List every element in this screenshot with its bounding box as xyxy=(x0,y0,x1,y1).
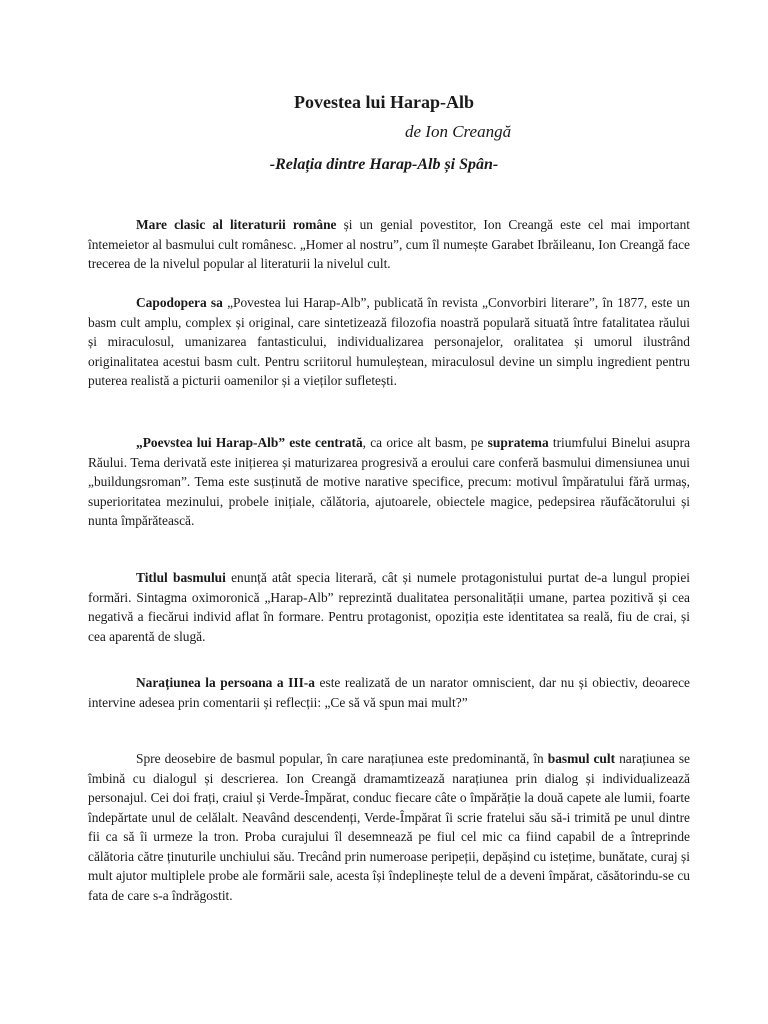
paragraph-plot xyxy=(88,749,690,905)
paragraph-text: „Povestea lui Harap-Alb”, publicată în revista „Convorbiri literare”, în 1877, este un basm cult amplu, complex și original, care sintetizează filozofia noastră populară situată între fatalitatea răului și miraculosul, umanizarea fantasticului, individualizarea personajelor, oralitatea și umorul ilustrând originalitatea acestui basm cult. Pentru scriitorul humuleștean, miraculosul devine un simplu ingredient pentru puterea realistă a picturii oamenilor și a vieților sufletești. xyxy=(88,295,690,388)
paragraph-theme xyxy=(88,433,690,531)
paragraph-bold-term: basmul cult xyxy=(547,751,616,766)
document-title: Povestea lui Harap-Alb xyxy=(294,92,474,112)
paragraph-narration xyxy=(88,673,690,712)
paragraph-lead: Capodopera sa xyxy=(136,295,223,310)
paragraph-text-continued: triumfului Binelui asupra Răului. Tema derivată este inițierea și maturizarea progresivă a eroului care conferă basmului dimensiunea unui „buildungsroman”. Tema este susținută de motive narative specifice, precum: motivul împăratului fără urmaș, superioritatea mezinului, probele inițiale, călătoria, ajutoarele, obiectele magice, pedepsirea răufăcătorului și nunta împărătească. xyxy=(88,435,691,528)
paragraph-title-analysis xyxy=(88,568,690,646)
document-subtitle: -Relația dintre Harap-Alb și Spân- xyxy=(269,156,499,173)
paragraph-bold-term: supratema xyxy=(487,435,549,450)
paragraph-text: Spre deosebire de basmul popular, în care narațiunea este predominantă, în xyxy=(136,751,548,766)
paragraph-text: și un genial povestitor, Ion Creangă este cel mai important întemeietor al basmului cult românesc. „Homer al nostru”, cum îl numește Garabet Ibrăileanu, Ion Creangă face trecerea de la nivelul popular al literaturii la nivelul cult. xyxy=(88,217,690,271)
paragraph-text: , ca orice alt basm, pe xyxy=(362,435,488,450)
paragraph-masterpiece xyxy=(88,293,690,391)
paragraph-lead: Mare clasic al literaturii române xyxy=(136,217,337,232)
paragraph-lead: Titlul basmului xyxy=(136,570,226,585)
document-author: de Ion Creangă xyxy=(405,122,512,141)
paragraph-text: enunță atât specia literară, cât și numele protagonistului purtat de-a lungul propiei formări. Sintagma oximoronică „Harap-Alb” reprezintă dualitatea personalității umane, partea pozitivă și cea negativă a fiecărui individ aflat în formare. Pentru protagonist, opoziția este identitatea sa reală, fiu de crai, și cea aparentă de slugă. xyxy=(88,570,691,644)
paragraph-lead: „Poevstea lui Harap-Alb” este centrată xyxy=(136,435,363,450)
paragraph-text: este realizată de un narator omniscient, dar nu și obiectiv, deoarece intervine adesea prin comentarii și reflecții: „Ce să vă spun mai mult?” xyxy=(88,675,690,710)
paragraph-intro xyxy=(88,215,690,274)
paragraph-text-continued: narațiunea se îmbină cu dialogul și descrierea. Ion Creangă dramamtizează narațiunea prin dialog și individualizează personajul. Cei doi frați, craiul și Verde-Împărat, conduc fiecare câte o împărăție la două capete ale lumii, foarte îndepărtate unul de celălalt. Neavând descendenți, Verde-Împărat îi scrie fratelui său să-i trimită pe unul dintre fii ca să îi urmeze la tron. Proba curajului îl desemnează pe fiul cel mic ca fiind capabil de a întreprinde călătoria către ținuturile unchiului său. Trecând prin numeroase peripeții, depășind cu istețime, bunătate, curaj și mult ajutor multiplele probe ale formării sale, acesta își îndeplinește telul de a deveni împărat, căsătorindu-se cu fata de care s-a îndrăgostit. xyxy=(88,751,690,903)
paragraph-lead: Narațiunea la persoana a III-a xyxy=(136,675,315,690)
